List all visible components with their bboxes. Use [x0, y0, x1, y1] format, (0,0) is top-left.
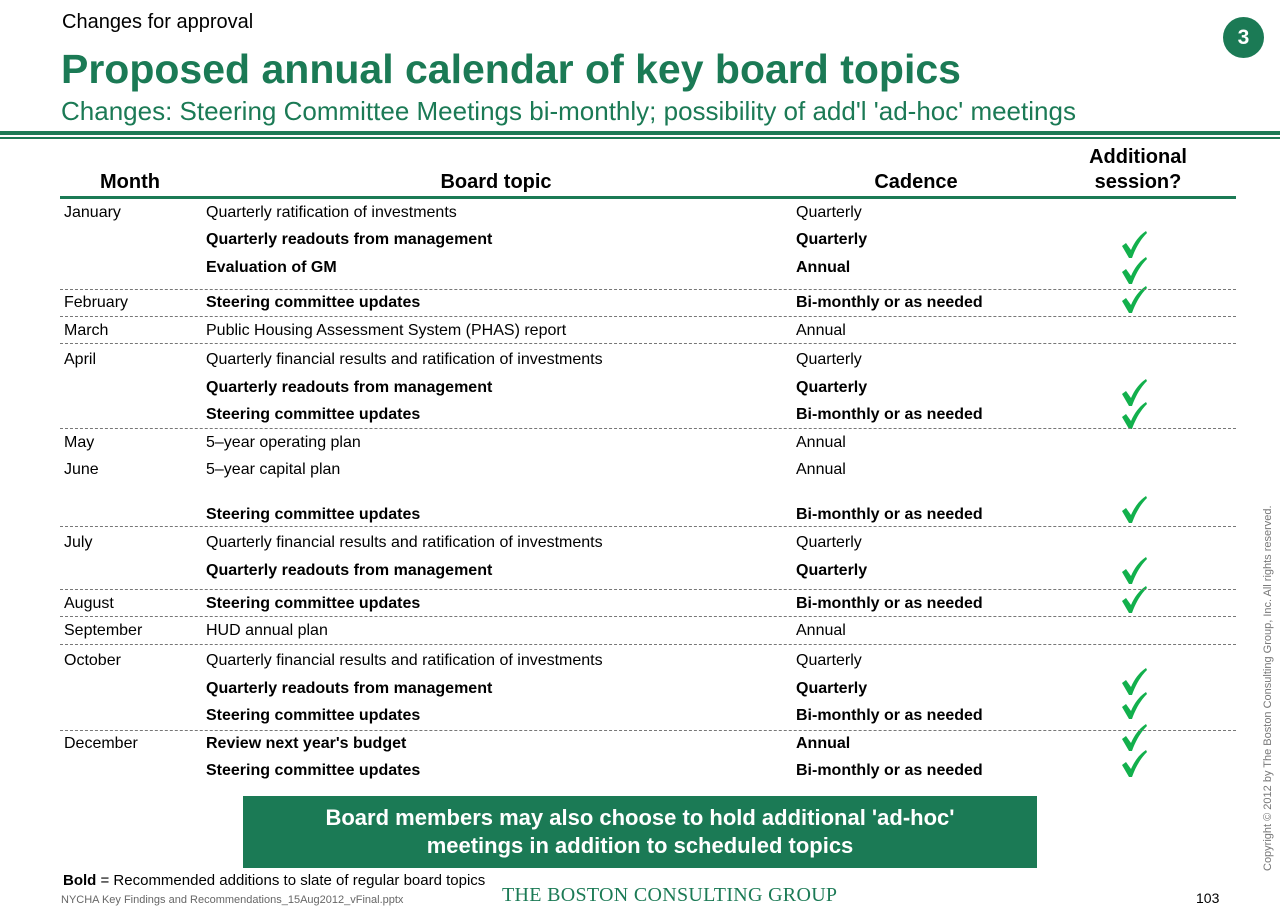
month-cell: September [64, 622, 143, 639]
checkmark-icon [1119, 494, 1149, 524]
topic-cell: Quarterly readouts from management [206, 680, 493, 697]
cadence-cell: Quarterly [796, 534, 862, 551]
month-cell: January [64, 204, 121, 221]
cadence-cell: Bi-monthly or as needed [796, 294, 983, 311]
row-divider [60, 526, 1236, 527]
page-subtitle: Changes: Steering Committee Meetings bi-monthly; possibility of add'l 'ad-hoc' meetings [61, 96, 1076, 126]
column-header-month: Month [100, 171, 160, 193]
topic-cell: Quarterly financial results and ratification of investments [206, 652, 603, 669]
month-cell: August [64, 595, 114, 612]
table-header-rule [60, 196, 1236, 199]
brand-logo: THE BOSTON CONSULTING GROUP [502, 884, 838, 906]
month-cell: February [64, 294, 129, 311]
legend-bold-word: Bold [63, 872, 97, 889]
column-header-topic: Board topic [440, 171, 552, 193]
cadence-cell: Bi-monthly or as needed [796, 506, 983, 523]
callout-line2: meetings in addition to scheduled topics [426, 833, 854, 858]
topic-cell: Steering committee updates [206, 406, 421, 423]
cadence-cell: Quarterly [796, 204, 862, 221]
page-badge: 3 [1223, 17, 1264, 58]
cadence-cell: Annual [796, 461, 846, 478]
cadence-cell: Bi-monthly or as needed [796, 707, 983, 724]
month-cell: March [64, 322, 109, 339]
month-cell: April [64, 351, 97, 368]
topic-cell: 5–year capital plan [206, 461, 341, 478]
topic-cell: Quarterly ratification of investments [206, 204, 457, 221]
footer-filename: NYCHA Key Findings and Recommendations_15Aug2012_vFinal.pptx [61, 894, 404, 906]
cadence-cell: Annual [796, 735, 851, 752]
callout-box [243, 796, 1037, 868]
cadence-cell: Quarterly [796, 379, 868, 396]
header-rule-thin [0, 137, 1280, 139]
section-kicker: Changes for approval [62, 11, 254, 33]
month-cell: December [64, 735, 138, 752]
month-cell: October [64, 652, 121, 669]
callout-line1: Board members may also choose to hold additional 'ad-hoc' [325, 805, 955, 830]
cadence-cell: Quarterly [796, 351, 862, 368]
column-header-session [1040, 145, 1236, 195]
topic-cell: Quarterly readouts from management [206, 231, 493, 248]
row-divider [60, 644, 1236, 645]
month-cell: June [64, 461, 99, 478]
topic-cell: Quarterly financial results and ratification of investments [206, 351, 603, 368]
checkmark-icon [1119, 748, 1149, 778]
topic-cell: Review next year's budget [206, 735, 407, 752]
topic-cell: HUD annual plan [206, 622, 328, 639]
topic-cell: Steering committee updates [206, 762, 421, 779]
page-number: 103 [1196, 890, 1220, 906]
cadence-cell: Annual [796, 322, 846, 339]
cadence-cell: Annual [796, 259, 851, 276]
column-header-session-line2: session? [1094, 171, 1182, 193]
row-divider [60, 616, 1236, 617]
column-header-cadence: Cadence [874, 171, 958, 193]
topic-cell: Quarterly readouts from management [206, 562, 493, 579]
cadence-cell: Quarterly [796, 562, 868, 579]
row-divider [60, 428, 1236, 429]
checkmark-icon [1119, 255, 1149, 285]
cadence-cell: Quarterly [796, 680, 868, 697]
page-title: Proposed annual calendar of key board topics [61, 46, 961, 92]
cadence-cell: Bi-monthly or as needed [796, 406, 983, 423]
cadence-cell: Quarterly [796, 652, 862, 669]
row-divider [60, 343, 1236, 344]
column-header-session-line1: Additional [1089, 146, 1187, 168]
cadence-cell: Annual [796, 622, 846, 639]
legend-note [63, 872, 485, 889]
copyright-notice: Copyright © 2012 by The Boston Consulting Group, Inc. All rights reserved. [1262, 505, 1274, 871]
cadence-cell: Bi-monthly or as needed [796, 595, 983, 612]
checkmark-icon [1119, 690, 1149, 720]
row-divider [60, 289, 1236, 290]
topic-cell: Quarterly readouts from management [206, 379, 493, 396]
checkmark-icon [1119, 555, 1149, 585]
checkmark-icon [1119, 400, 1149, 430]
topic-cell: Quarterly financial results and ratification of investments [206, 534, 603, 551]
topic-cell: 5–year operating plan [206, 434, 361, 451]
topic-cell: Steering committee updates [206, 595, 421, 612]
header-rule [0, 131, 1280, 135]
month-cell: May [64, 434, 95, 451]
topic-cell: Public Housing Assessment System (PHAS) report [206, 322, 567, 339]
topic-cell: Steering committee updates [206, 294, 421, 311]
topic-cell: Steering committee updates [206, 506, 421, 523]
month-cell: July [64, 534, 93, 551]
cadence-cell: Annual [796, 434, 846, 451]
topic-cell: Steering committee updates [206, 707, 421, 724]
row-divider [60, 730, 1236, 731]
legend-text: = Recommended additions to slate of regular board topics [96, 872, 486, 889]
cadence-cell: Quarterly [796, 231, 868, 248]
cadence-cell: Bi-monthly or as needed [796, 762, 983, 779]
topic-cell: Evaluation of GM [206, 259, 337, 276]
row-divider [60, 589, 1236, 590]
row-divider [60, 316, 1236, 317]
